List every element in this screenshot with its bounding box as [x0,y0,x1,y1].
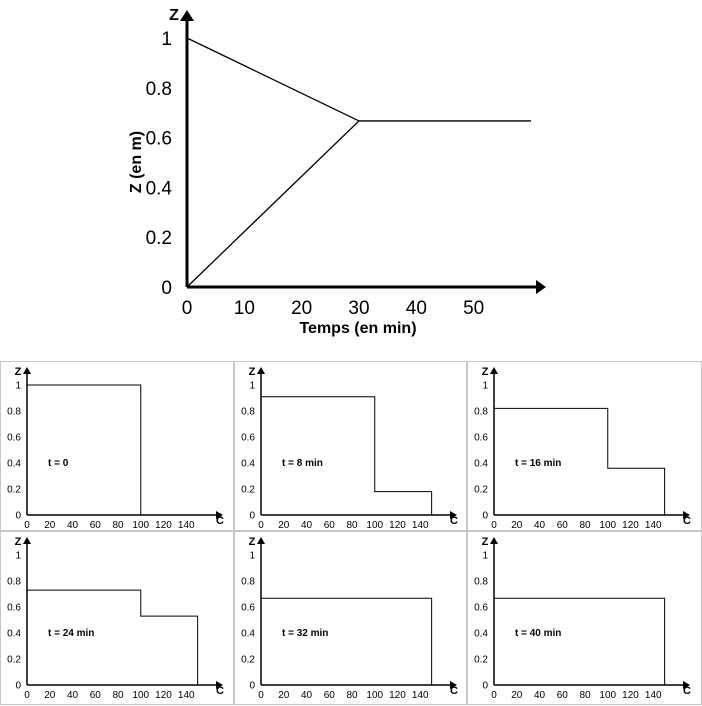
snapshot-y-axis-arrow [23,537,31,544]
snapshot-y-tick-label: 0.2 [7,484,21,496]
snapshot-panel-chart [1,362,235,532]
snapshot-time-label: t = 24 min [48,628,95,639]
snapshot-y-tick-label: 0.8 [7,576,21,588]
snapshot-y-tick-label: 0.6 [7,432,21,444]
snapshot-panel-chart [235,362,468,532]
snapshot-x-tick-label: 120 [155,520,172,531]
snapshot-y-axis-letter: Z [14,366,22,378]
snapshot-y-axis-arrow [257,537,265,544]
snapshot-y-tick-label: 0.4 [474,458,488,470]
snapshot-x-tick-label: 100 [366,690,384,701]
snapshot-x-tick-label: 100 [132,520,150,531]
snapshot-y-axis-letter: Z [14,536,22,548]
snapshot-y-tick-label: 1 [15,380,21,392]
snapshot-x-tick-label: 40 [533,520,546,531]
snapshot-y-tick-label: 0.8 [7,406,21,418]
snapshot-panel [0,361,234,531]
snapshot-x-tick-label: 80 [112,520,124,531]
snapshot-x-tick-label: 60 [323,520,335,531]
snapshot-y-tick-label: 0.6 [7,602,21,614]
snapshot-x-tick-label: 20 [44,520,56,531]
snapshot-x-tick-label: 0 [24,520,30,531]
snapshot-x-tick-label: 20 [511,520,523,531]
main-y-tick-label: 0.4 [145,178,172,200]
snapshot-x-tick-label: 0 [258,690,264,701]
main-y-axis-letter: Z [169,7,179,24]
snapshot-x-tick-label: 120 [389,690,406,701]
snapshot-y-tick-label: 0.2 [474,654,488,666]
snapshot-panel-chart [235,532,468,706]
snapshot-panel [234,531,467,705]
main-y-tick-label: 0.2 [145,228,172,250]
snapshot-x-tick-label: 140 [644,690,662,701]
snapshot-x-tick-label: 0 [24,690,30,701]
snapshot-y-axis-arrow [23,367,31,374]
snapshot-profile-line [261,397,432,515]
main-x-tick-label: 10 [233,298,255,319]
snapshot-x-tick-label: 140 [177,690,195,701]
main-y-tick-label: 0 [161,278,172,299]
snapshot-y-axis-arrow [490,537,498,544]
snapshot-y-tick-label: 0.2 [241,484,255,496]
snapshot-x-tick-label: 20 [278,690,290,701]
snapshot-panel-chart [468,362,702,532]
main-x-tick-label: 0 [181,298,193,319]
snapshot-y-tick-label: 0 [482,510,488,522]
snapshot-time-label: t = 40 min [515,628,562,639]
main-y-tick-label: 1 [161,29,172,50]
snapshot-x-tick-label: 40 [533,690,546,701]
snapshot-y-tick-label: 0.8 [241,576,255,588]
main-x-tick-label: 30 [348,298,370,319]
snapshot-x-axis-letter: C [683,685,691,697]
snapshot-y-tick-label: 0.6 [241,432,255,444]
snapshot-x-tick-label: 80 [346,520,358,531]
snapshot-y-tick-label: 0 [15,680,21,692]
snapshot-x-tick-label: 100 [599,690,617,701]
snapshot-time-label: t = 32 min [282,628,329,639]
snapshot-y-tick-label: 0.2 [7,654,21,666]
snapshot-y-axis-letter: Z [481,536,489,548]
snapshot-x-tick-label: 60 [556,520,568,531]
snapshot-x-tick-label: 140 [411,520,429,531]
snapshot-x-tick-label: 140 [644,520,662,531]
snapshot-y-tick-label: 0.4 [7,628,21,640]
main-x-axis-arrow [536,280,546,294]
main-y-axis-label: Z (en m) [128,130,145,194]
snapshot-x-tick-label: 100 [132,690,150,701]
snapshot-x-tick-label: 0 [491,520,497,531]
snapshot-y-tick-label: 0.4 [7,458,21,470]
snapshot-x-tick-label: 100 [599,520,617,531]
snapshot-y-axis-letter: Z [248,366,256,378]
snapshot-x-tick-label: 40 [66,690,79,701]
main-x-axis-label: Temps (en min) [299,320,417,337]
snapshot-panel-chart [468,532,702,706]
snapshot-profile-line [261,598,432,685]
snapshot-y-tick-label: 1 [249,550,255,562]
snapshot-y-tick-label: 0.4 [241,628,255,640]
snapshot-x-tick-label: 120 [389,520,406,531]
snapshot-x-axis-letter: C [216,685,224,697]
snapshot-x-tick-label: 60 [89,520,101,531]
snapshot-x-tick-label: 40 [300,690,313,701]
main-series [187,38,531,287]
snapshot-y-tick-label: 1 [249,380,255,392]
snapshot-x-tick-label: 0 [258,520,264,531]
snapshot-time-label: t = 8 min [282,458,323,469]
snapshot-x-tick-label: 20 [44,690,56,701]
snapshot-x-tick-label: 120 [155,690,172,701]
snapshot-x-tick-label: 60 [323,690,335,701]
snapshot-y-tick-label: 0 [482,680,488,692]
snapshot-time-label: t = 0 [48,458,69,469]
main-y-tick-label: 0.8 [145,78,172,100]
snapshot-profile-line [27,385,141,515]
snapshot-y-tick-label: 0.2 [474,484,488,496]
main-x-tick-label: 20 [291,298,313,319]
snapshot-y-axis-arrow [257,367,265,374]
snapshot-x-axis-letter: C [450,685,458,697]
snapshot-x-tick-label: 0 [491,690,497,701]
snapshot-x-tick-label: 80 [346,690,358,701]
snapshot-x-tick-label: 120 [622,520,639,531]
snapshot-y-tick-label: 0.8 [241,406,255,418]
snapshot-panel [234,361,467,531]
snapshot-x-tick-label: 20 [511,690,523,701]
snapshot-x-tick-label: 80 [579,690,591,701]
main-y-tick-label: 0.6 [145,128,172,150]
snapshot-panel [467,361,702,531]
snapshot-y-tick-label: 0.2 [241,654,255,666]
snapshot-x-tick-label: 60 [556,690,568,701]
snapshot-y-tick-label: 0.6 [241,602,255,614]
main-series-line [187,121,359,287]
snapshot-y-tick-label: 0 [15,510,21,522]
snapshot-x-axis-letter: C [450,515,458,527]
snapshot-x-tick-label: 100 [366,520,384,531]
snapshot-x-tick-label: 140 [177,520,195,531]
snapshot-y-tick-label: 0.4 [474,628,488,640]
snapshot-y-tick-label: 1 [15,550,21,562]
snapshot-x-axis-letter: C [216,515,224,527]
snapshot-y-tick-label: 0.6 [474,602,488,614]
snapshot-x-tick-label: 20 [278,520,290,531]
snapshot-y-tick-label: 0.8 [474,576,488,588]
snapshot-y-tick-label: 0 [249,680,255,692]
snapshot-x-tick-label: 40 [66,520,79,531]
snapshot-panel [467,531,702,705]
snapshot-time-label: t = 16 min [515,458,562,469]
snapshot-panel [0,531,234,705]
main-ticks [146,29,485,319]
snapshot-y-axis-letter: Z [481,366,489,378]
snapshot-x-tick-label: 40 [300,520,313,531]
snapshot-x-axis-letter: C [683,515,691,527]
main-x-tick-label: 50 [463,298,485,319]
main-chart [0,0,702,345]
main-y-axis-arrow [180,10,194,21]
snapshot-y-axis-arrow [490,367,498,374]
snapshot-y-tick-label: 0.8 [474,406,488,418]
snapshot-x-tick-label: 80 [112,690,124,701]
snapshot-x-tick-label: 120 [622,690,639,701]
snapshot-y-tick-label: 1 [482,380,488,392]
main-x-tick-label: 40 [405,298,427,319]
snapshot-x-tick-label: 80 [579,520,591,531]
snapshot-x-tick-label: 60 [89,690,101,701]
time-snapshot-panels [0,361,702,705]
snapshot-x-tick-label: 140 [411,690,429,701]
snapshot-profile-line [494,598,665,685]
snapshot-y-tick-label: 0 [249,510,255,522]
main-axes [180,10,546,294]
snapshot-y-axis-letter: Z [248,536,256,548]
snapshot-y-tick-label: 0.6 [474,432,488,444]
main-series-line [187,38,359,121]
snapshot-y-tick-label: 0.4 [241,458,255,470]
snapshot-y-tick-label: 1 [482,550,488,562]
snapshot-panel-chart [1,532,235,706]
